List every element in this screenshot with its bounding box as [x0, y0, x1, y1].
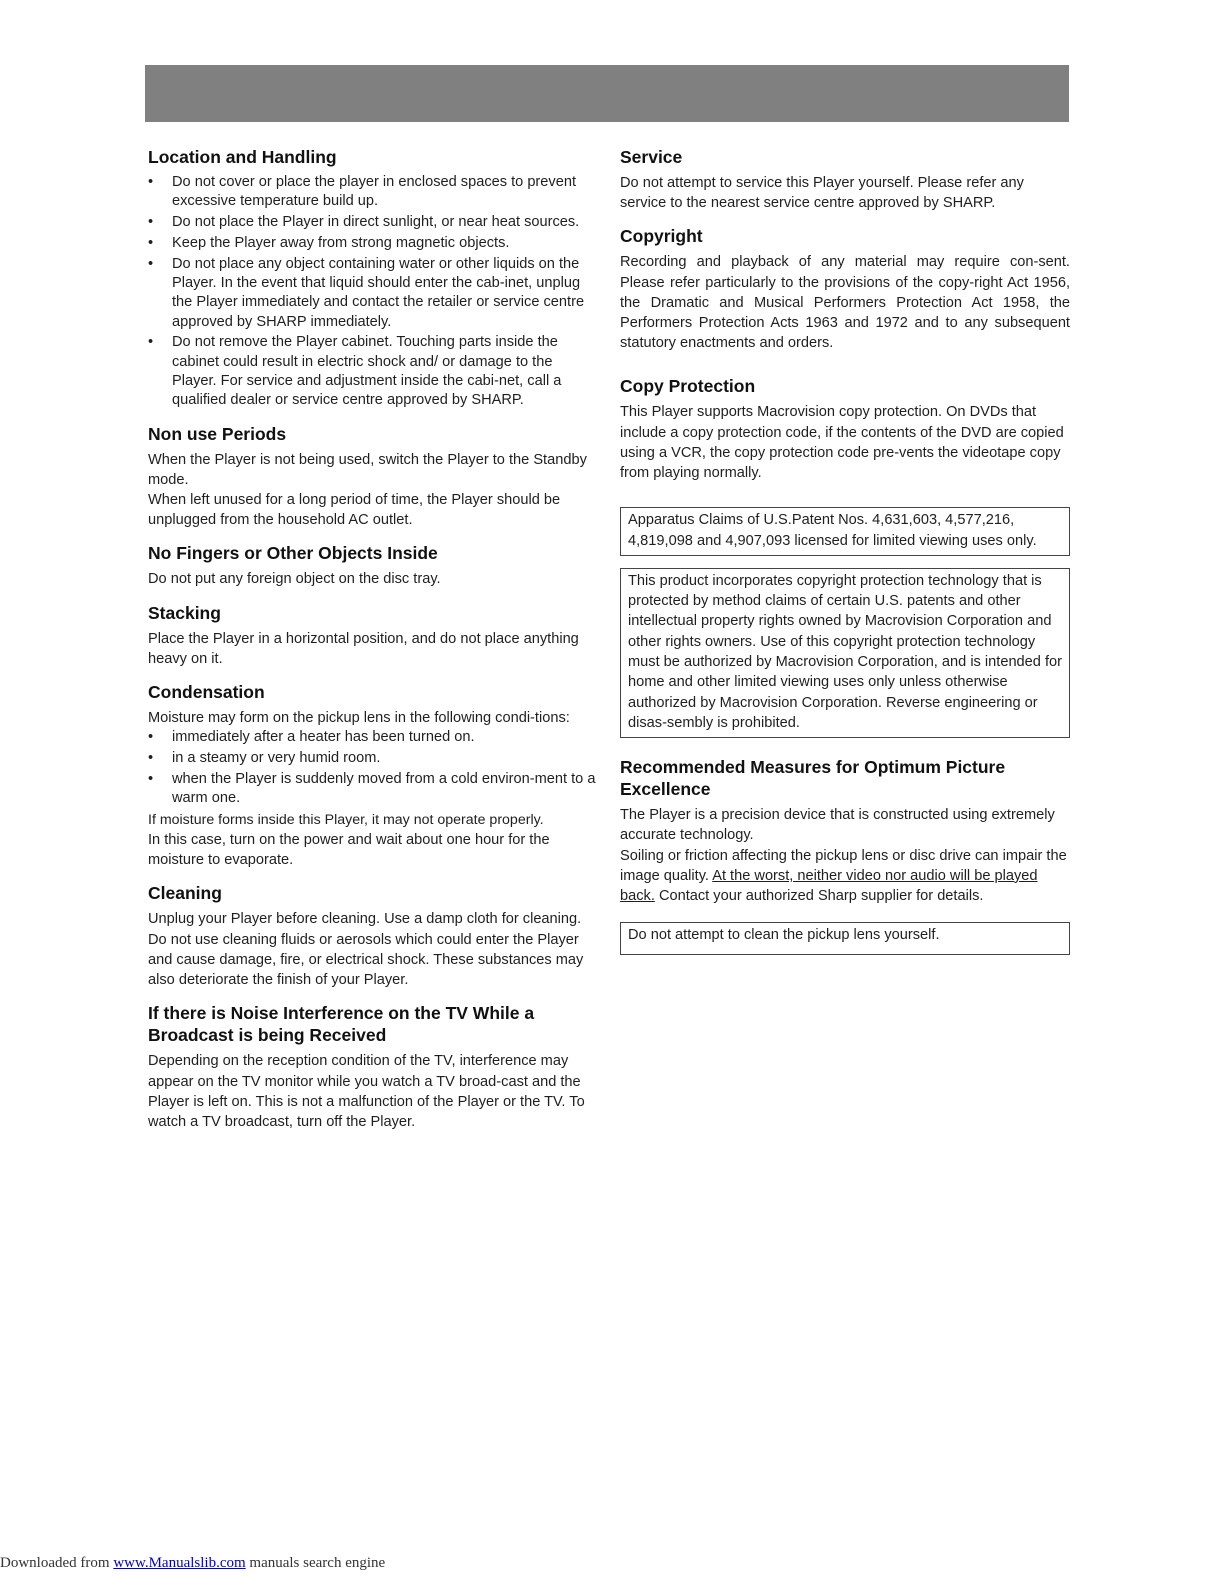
paragraph: If moisture forms inside this Player, it may not operate properly.	[148, 811, 544, 828]
heading-copyright: Copyright	[620, 226, 703, 247]
condensation-list	[148, 728, 598, 808]
section-noise	[148, 1002, 598, 1132]
macrovision-notice-text: This product incorporates copyright protection technology that is protected by method claims of certain U.S. patents and other intellectual property rights owned by Macrovision Corporation and other rights owners. Use of this copyright protection technology must be authorized by Macrovision Corporation, and is intended for home and other limited viewing uses only unless otherwise authorized by Macrovision Corporation. Reverse engineering or disas-sembly is prohibited.	[628, 572, 1062, 731]
paragraph: In this case, turn on the power and wait about one hour for the moisture to evaporate.	[148, 832, 550, 869]
left-column	[148, 146, 598, 1144]
cleaning-warning-text: Do not attempt to clean the pickup lens yourself.	[628, 927, 940, 944]
section-recommended-measures	[620, 756, 1070, 906]
section-location-handling	[148, 146, 598, 411]
heading-noise: If there is Noise Interference on the TV While a Broadcast is being Received	[148, 1003, 535, 1046]
paragraph: When left unused for a long period of time, the Player should be unplugged from the household AC outlet.	[148, 491, 561, 529]
heading-recommended-measures: Recommended Measures for Optimum Picture Excellence	[620, 757, 1006, 800]
header-bar	[145, 65, 1069, 122]
paragraph: Depending on the reception condition of the TV, interference may appear on the TV monitor while you watch a TV broad-cast and the Player is left on. This is not a malfunction of the Player or the TV. To watch a TV broadcast, turn off the Player.	[148, 1053, 585, 1130]
list-item: • Do not cover or place the player in enclosed spaces to prevent excessive temperature build up.	[148, 174, 576, 210]
heading-location-handling: Location and Handling	[148, 147, 337, 167]
paragraph: Moisture may form on the pickup lens in the following condi-tions:	[148, 709, 570, 726]
paragraph: This Player supports Macrovision copy protection. On DVDs that include a copy protection code, if the contents of the DVD are copied using a VCR, the copy protection code pre-vents the videotape copy from playing normally.	[620, 404, 1064, 482]
patent-notice-text: Apparatus Claims of U.S.Patent Nos. 4,631,603, 4,577,216, 4,819,098 and 4,907,093 licensed for limited viewing uses only.	[628, 512, 1037, 549]
heading-non-use: Non use Periods	[148, 423, 287, 444]
section-stacking	[148, 602, 598, 669]
heading-cleaning: Cleaning	[148, 883, 222, 904]
heading-service: Service	[620, 147, 683, 167]
heading-condensation: Condensation	[148, 681, 265, 702]
heading-no-fingers: No Fingers or Other Objects Inside	[148, 543, 438, 564]
list-item: • Do not place the Player in direct sunlight, or near heat sources.	[148, 214, 580, 231]
right-column	[620, 146, 1070, 967]
section-non-use	[148, 423, 598, 531]
manualslib-link[interactable]: www.Manualslib.com	[113, 1555, 246, 1571]
warning-underlined-text: At the worst, neither video nor audio will be played back.	[620, 867, 1038, 905]
list-item: • when the Player is suddenly moved from a cold environ-ment to a warm one.	[148, 770, 596, 807]
paragraph: Soiling or friction affecting the pickup lens or disc drive can impair the image quality. At the worst, neither video nor audio will be played back. Contact your authorized Sharp supplier for details.	[620, 847, 1067, 905]
list-item: • in a steamy or very humid room.	[148, 749, 381, 766]
cleaning-warning-box	[620, 922, 1070, 954]
paragraph: Do not put any foreign object on the disc tray.	[148, 571, 441, 588]
section-copy-protection	[620, 375, 1070, 483]
footer: Downloaded from www.Manualslib.com manuals search engine	[0, 1555, 386, 1571]
section-no-fingers	[148, 542, 598, 589]
list-item: • Do not place any object containing water or other liquids on the Player. In the event that liquid should enter the cab-inet, unplug the Player immediately and contact the retailer or service centre approved by SHARP immediately.	[148, 255, 585, 330]
paragraph: Unplug your Player before cleaning. Use a damp cloth for cleaning. Do not use cleaning fluids or aerosols which could enter the Player and cause damage, fire, or electrical shock. These substances may also deteriorate the finish of your Player.	[148, 911, 584, 989]
patent-notice-box	[620, 507, 1070, 556]
macrovision-notice-box	[620, 568, 1070, 738]
list-item: • immediately after a heater has been turned on.	[148, 729, 475, 746]
paragraph: Place the Player in a horizontal position, and do not place anything heavy on it.	[148, 630, 579, 667]
list-item: • Keep the Player away from strong magnetic objects.	[148, 234, 510, 251]
heading-stacking: Stacking	[148, 602, 221, 623]
paragraph: Recording and playback of any material may require con-sent. Please refer particularly to the provisions of the copy-right Act 1956, the Dramatic and Musical Performers Protection Act 1958, the Performers Protection Acts 1963 and 1972 and to any subsequent statutory enactments and orders.	[620, 254, 1070, 352]
section-service	[620, 146, 1070, 213]
heading-copy-protection: Copy Protection	[620, 376, 756, 397]
section-cleaning	[148, 882, 598, 990]
paragraph: Do not attempt to service this Player yourself. Please refer any service to the nearest service centre approved by SHARP.	[620, 175, 1024, 212]
paragraph: When the Player is not being used, switch the Player to the Standby mode.	[148, 451, 587, 488]
paragraph: The Player is a precision device that is constructed using extremely accurate technology.	[620, 807, 1055, 844]
section-condensation	[148, 681, 598, 871]
list-item: • Do not remove the Player cabinet. Touching parts inside the cabinet could result in electric shock and/ or damage to the Player. For service and adjustment inside the cabi-net, call a qualified dealer or service centre approved by SHARP.	[148, 334, 562, 409]
location-list	[148, 173, 598, 411]
section-copyright	[620, 225, 1070, 353]
